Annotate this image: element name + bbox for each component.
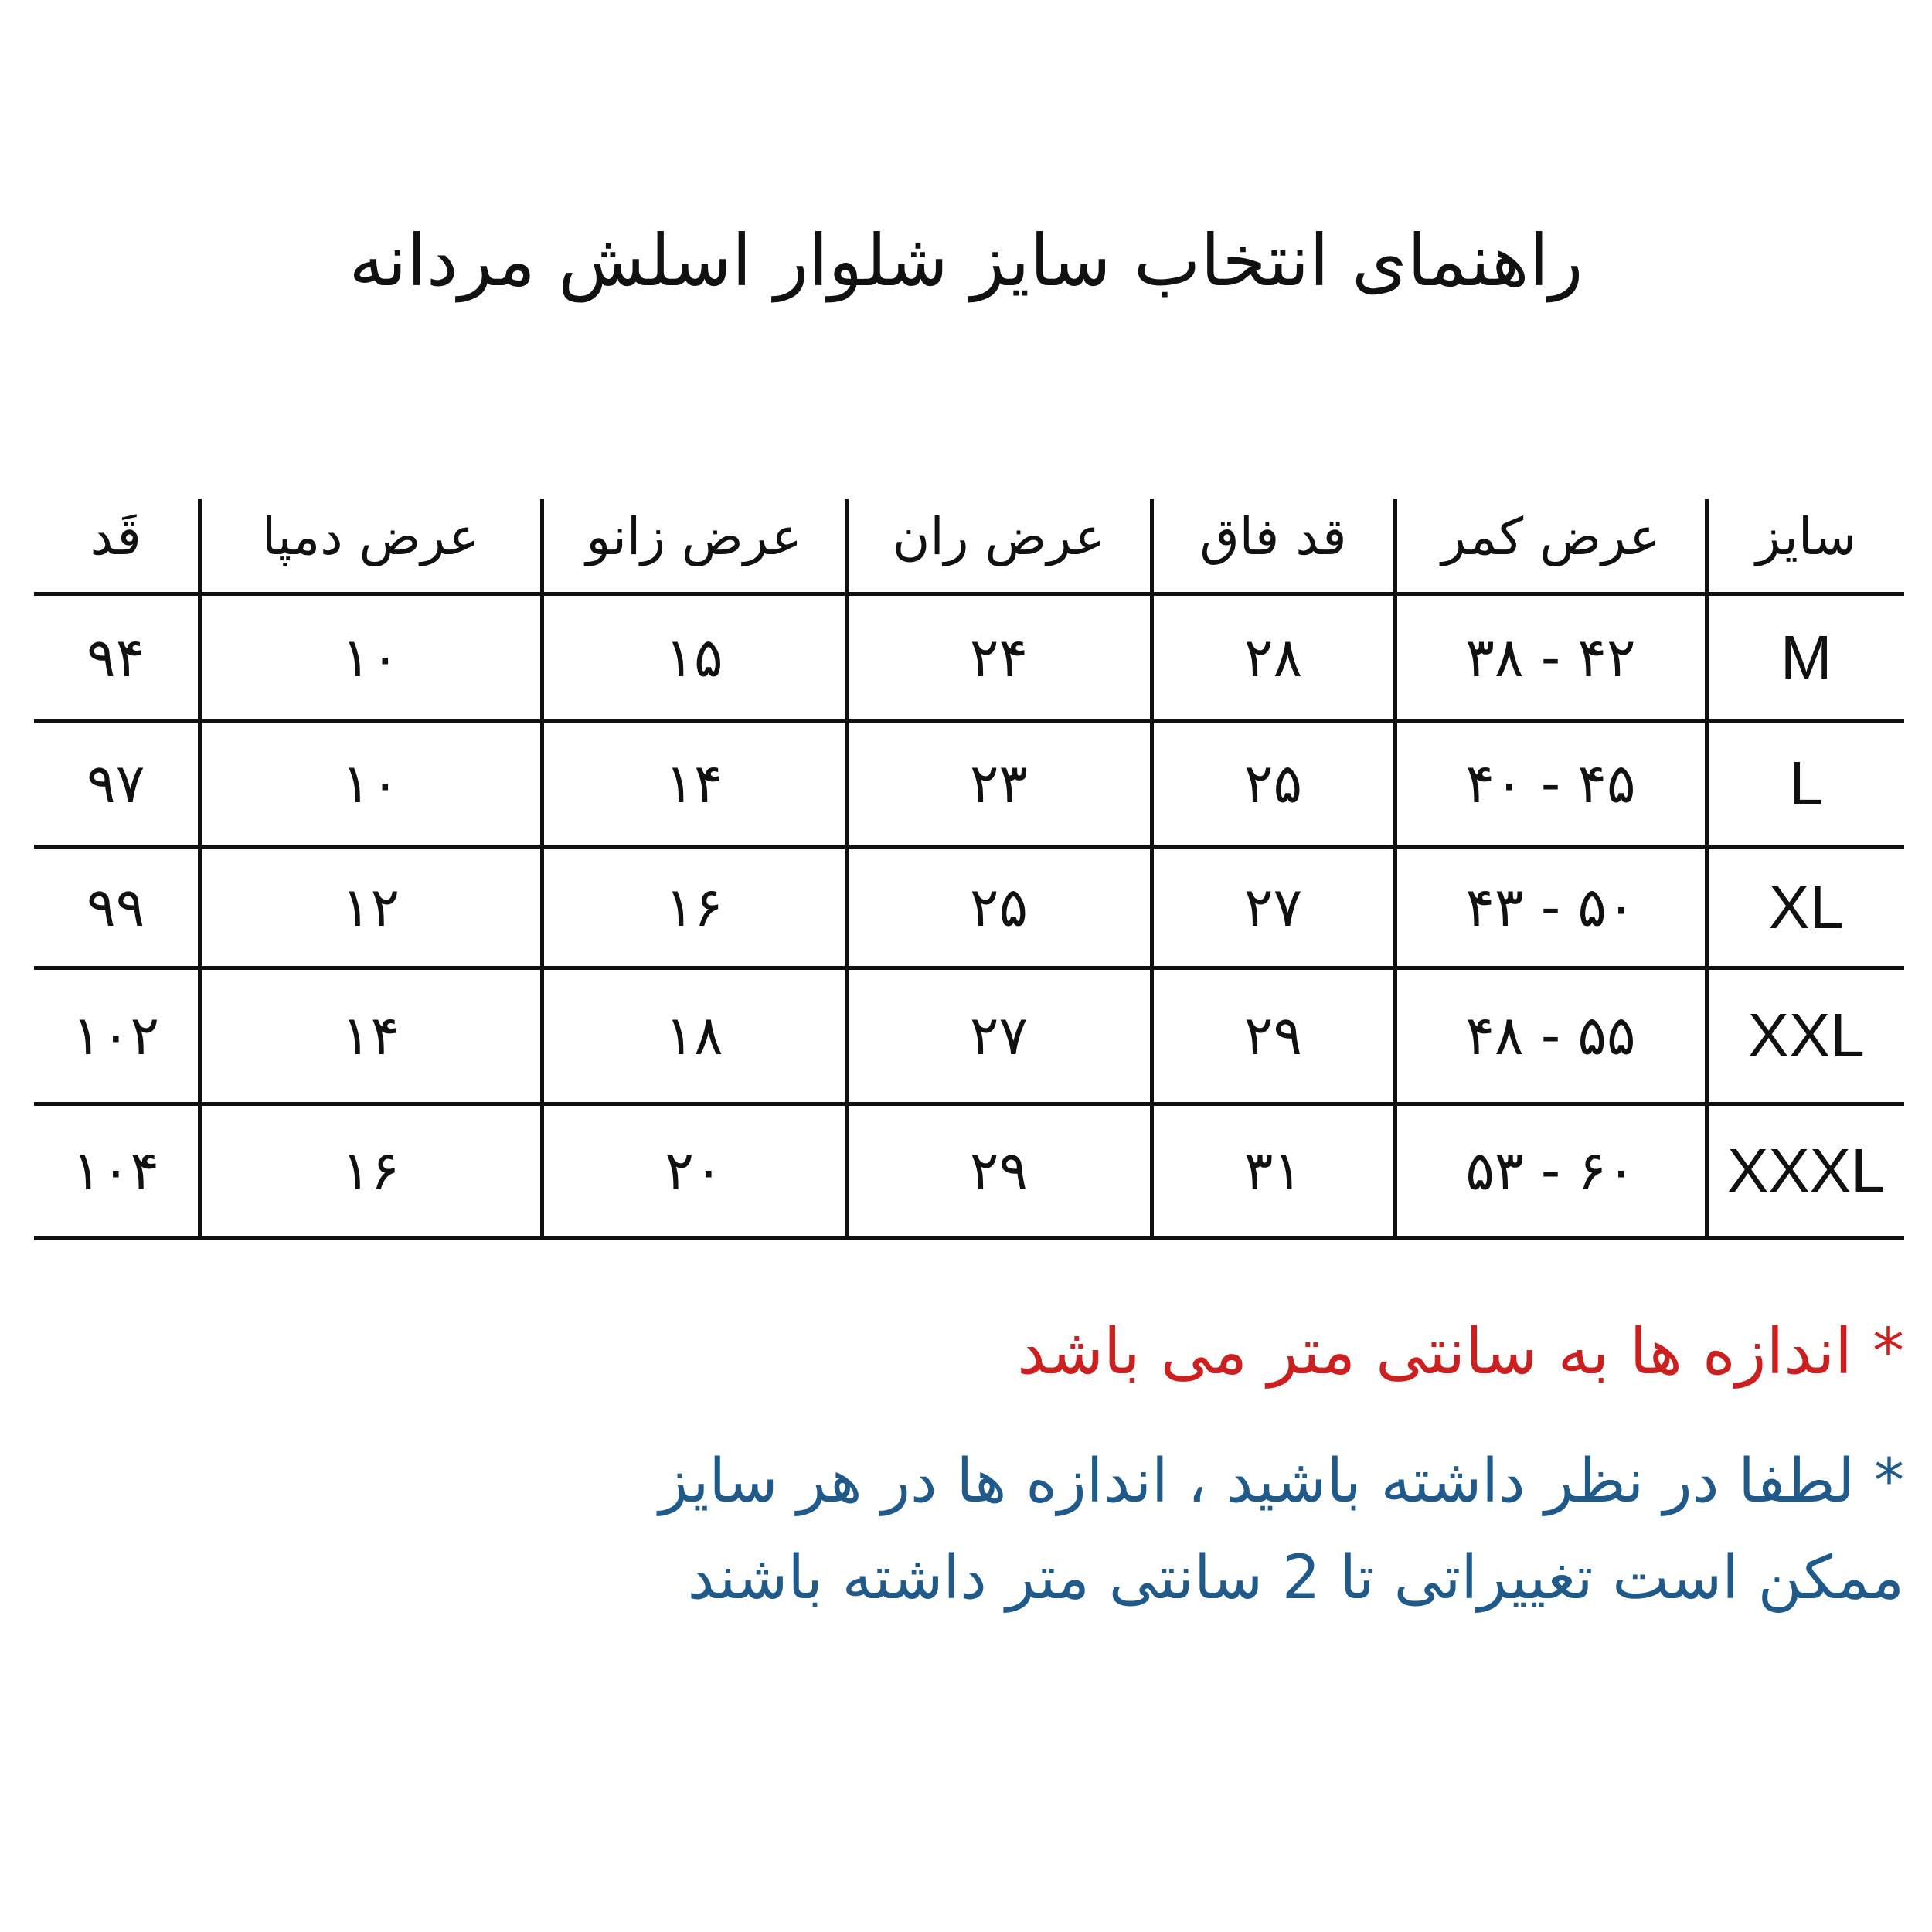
header-waist-width: عرض کمر: [1395, 499, 1706, 594]
tolerance-note-line-2: ممکن است تغییراتی تا 2 سانتی متر داشته باشند: [687, 1543, 1904, 1613]
header-thigh-width: عرض ران: [846, 499, 1151, 594]
table-row: [34, 968, 1904, 1104]
table-row: [34, 846, 1904, 968]
knee-cell: ۱۸: [542, 968, 846, 1104]
hem-cell: ۱۰: [199, 721, 542, 846]
rise-cell: ۲۹: [1151, 968, 1395, 1104]
header-rise: قد فاق: [1151, 499, 1395, 594]
knee-cell: ۲۰: [542, 1104, 846, 1238]
tolerance-note: [19, 1434, 1904, 1627]
hem-cell: ۱۶: [199, 1104, 542, 1238]
unit-note: * اندازه ها به سانتی متر می باشد: [1017, 1315, 1904, 1389]
rise-cell: ۲۷: [1151, 846, 1395, 968]
knee-cell: ۱۴: [542, 721, 846, 846]
rise-cell: ۳۱: [1151, 1104, 1395, 1238]
thigh-cell: ۲۷: [846, 968, 1151, 1104]
knee-cell: ۱۵: [542, 594, 846, 721]
waist-cell: ۴۸ - ۵۵: [1395, 968, 1706, 1104]
header-knee-width: عرض زانو: [542, 499, 846, 594]
hem-cell: ۱۲: [199, 846, 542, 968]
waist-cell: ۴۰ - ۴۵: [1395, 721, 1706, 846]
size-cell: XXL: [1706, 968, 1904, 1104]
length-cell: ۹۴: [34, 594, 199, 721]
length-cell: ۱۰۲: [34, 968, 199, 1104]
size-cell: XL: [1706, 846, 1904, 968]
table-row: [34, 721, 1904, 846]
length-cell: ۹۹: [34, 846, 199, 968]
size-cell: L: [1706, 721, 1904, 846]
thigh-cell: ۲۳: [846, 721, 1151, 846]
waist-cell: ۵۳ - ۶۰: [1395, 1104, 1706, 1238]
knee-cell: ۱۶: [542, 846, 846, 968]
tolerance-note-line-1: * لطفا در نظر داشته باشید ، اندازه ها در هر سایز: [658, 1447, 1904, 1516]
header-hem-width: عرض دمپا: [199, 499, 542, 594]
rise-cell: ۲۸: [1151, 594, 1395, 721]
size-cell: XXXL: [1706, 1104, 1904, 1238]
header-length: قَد: [34, 499, 199, 594]
page-title: راهنمای انتخاب سایز شلوار اسلش مردانه: [349, 219, 1583, 302]
header-size: سایز: [1706, 499, 1904, 594]
thigh-cell: ۲۹: [846, 1104, 1151, 1238]
table-row: [34, 1104, 1904, 1238]
rise-cell: ۲۵: [1151, 721, 1395, 846]
waist-cell: ۳۸ - ۴۲: [1395, 594, 1706, 721]
table-row: [34, 594, 1904, 721]
hem-cell: ۱۰: [199, 594, 542, 721]
hem-cell: ۱۴: [199, 968, 542, 1104]
waist-cell: ۴۳ - ۵۰: [1395, 846, 1706, 968]
size-chart-table: [34, 499, 1904, 1240]
length-cell: ۹۷: [34, 721, 199, 846]
thigh-cell: ۲۴: [846, 594, 1151, 721]
thigh-cell: ۲۵: [846, 846, 1151, 968]
table-header-row: [34, 499, 1904, 594]
size-cell: M: [1706, 594, 1904, 721]
length-cell: ۱۰۴: [34, 1104, 199, 1238]
